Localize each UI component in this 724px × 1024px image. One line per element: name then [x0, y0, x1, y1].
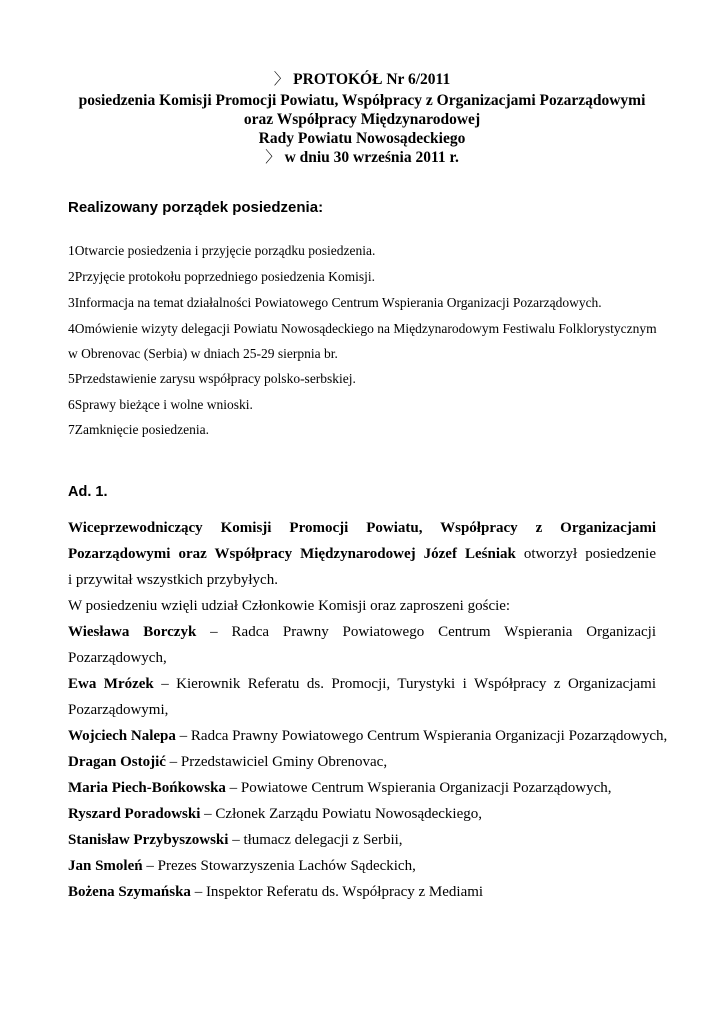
section-title: Ad. 1. — [68, 484, 108, 500]
intro-line: Pozarządowymi oraz Współpracy Międzynarodowej Józef Leśniak otworzył posiedzenie — [68, 546, 657, 562]
attendee-row: Bożena Szymańska – Inspektor Referatu ds. Współpracy z Mediami — [68, 884, 484, 900]
marker-glyph: 〉 — [273, 71, 290, 88]
agenda-item: 4Omówienie wizyty delegacji Powiatu Nowosądeckiego na Międzynarodowym Festiwalu Folklorystycznym — [68, 321, 657, 336]
attendee-name: Stanisław Przybyszowski — [68, 832, 229, 848]
intro-line: i przywitał wszystkich przybyłych. — [68, 572, 278, 588]
attendee-row: Wiesława Borczyk – Radca Prawny Powiatowego Centrum Wspierania Organizacji — [68, 624, 656, 640]
meeting-date-text: w dniu 30 września 2011 r. — [284, 149, 459, 166]
attendee-name: Dragan Ostojić — [68, 754, 166, 770]
attendee-name: Wojciech Nalepa — [68, 728, 176, 744]
agenda-item: 1Otwarcie posiedzenia i przyjęcie porządku posiedzenia. — [68, 243, 376, 258]
attendee-name: Jan Smoleń — [68, 858, 143, 874]
agenda-title: Realizowany porządek posiedzenia: — [68, 199, 324, 216]
protocol-number: PROTOKÓŁ Nr 6/2011 — [293, 71, 451, 88]
attendee-name: Ryszard Poradowski — [68, 806, 201, 822]
attendee-row: Jan Smoleń – Prezes Stowarzyszenia Lachów Sądeckich, — [68, 858, 416, 874]
intro-line: Wiceprzewodniczący Komisji Promocji Powiatu, Współpracy z Organizacjami — [68, 520, 656, 536]
agenda-item: 6Sprawy bieżące i wolne wnioski. — [68, 397, 253, 412]
protocol-title — [0, 70, 724, 90]
attendee-row: Stanisław Przybyszowski – tłumacz delegacji z Serbii, — [68, 832, 403, 848]
attendee-row: Dragan Ostojić – Przedstawiciel Gminy Obrenovac, — [68, 754, 388, 770]
attendee-row-cont: Pozarządowymi, — [68, 702, 169, 718]
agenda-item: 3Informacja na temat działalności Powiatowego Centrum Wspierania Organizacji Pozarządowych. — [68, 295, 602, 310]
attendee-row: Ewa Mrózek – Kierownik Referatu ds. Promocji, Turystyki i Współpracy z Organizacjami — [68, 676, 656, 692]
attendee-name: Wiesława Borczyk — [68, 624, 197, 640]
attendee-row: Ryszard Poradowski – Członek Zarządu Powiatu Nowosądeckiego, — [68, 806, 482, 822]
attendance-intro: W posiedzeniu wzięli udział Członkowie Komisji oraz zaproszeni goście: — [68, 598, 511, 614]
agenda-item: 7Zamknięcie posiedzenia. — [68, 422, 209, 437]
attendee-row: Maria Piech-Bońkowska – Powiatowe Centrum Wspierania Organizacji Pozarządowych, — [68, 780, 612, 796]
agenda-item: 5Przedstawienie zarysu współpracy polsko-serbskiej. — [68, 371, 356, 386]
attendee-row-cont: Pozarządowych, — [68, 650, 167, 666]
agenda-item-cont: w Obrenovac (Serbia) w dniach 25-29 sierpnia br. — [68, 346, 338, 361]
attendee-name: Maria Piech-Bońkowska — [68, 780, 226, 796]
council-name: Rady Powiatu Nowosądeckiego — [258, 130, 466, 147]
attendee-row: Wojciech Nalepa – Radca Prawny Powiatowego Centrum Wspierania Organizacji Pozarządowych, — [68, 728, 668, 744]
marker-glyph: 〉 — [265, 149, 281, 166]
attendee-name: Bożena Szymańska — [68, 884, 191, 900]
attendee-name: Ewa Mrózek — [68, 676, 154, 692]
meeting-date — [0, 148, 724, 168]
agenda-item: 2Przyjęcie protokołu poprzedniego posiedzenia Komisji. — [68, 269, 376, 284]
committee-name: posiedzenia Komisji Promocji Powiatu, Współpracy z Organizacjami Pozarządowymi — [78, 92, 646, 109]
committee-name-cont: oraz Współpracy Międzynarodowej — [243, 111, 481, 128]
